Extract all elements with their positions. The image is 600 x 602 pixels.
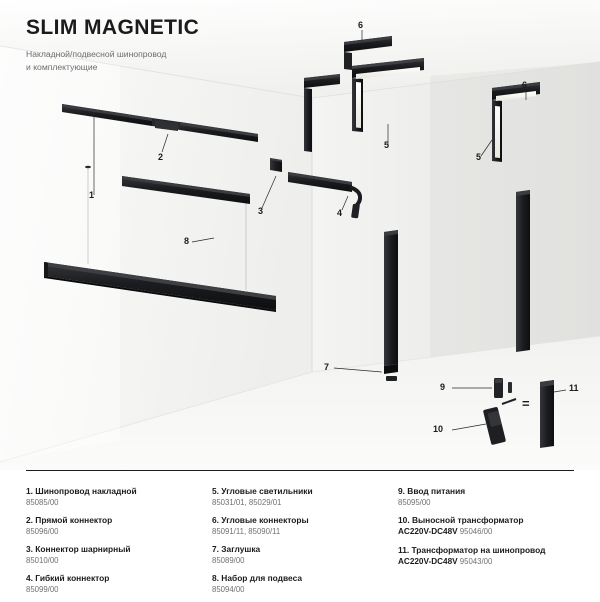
legend-item-name: 1. Шинопровод накладной [26,486,137,496]
product-vertical-track-far-right [516,190,530,352]
legend-item [212,573,390,595]
legend-item-article: 95046/00 [459,526,493,536]
page-subtitle: Накладной/подвесной шинопровод и комплектующие [26,49,167,72]
legend-item [212,486,390,508]
callout-11: 11 [569,383,579,393]
legend-item-code: 85089/00 [212,556,245,566]
equals-sign: = [522,396,530,411]
callout-6-right: 6 [522,80,528,90]
legend-item-name: 3. Коннектор шарнирный [26,544,131,555]
legend-item-code: 85085/00 [26,497,59,507]
callout-1: 1 [89,190,95,200]
legend-item-code: 85091/11, 85090/11 [212,526,281,536]
callout-5-center: 5 [384,140,390,150]
legend-column-3 [398,486,582,602]
legend-item [26,515,204,537]
callout-10: 10 [433,424,444,434]
legend-item-code [398,527,574,538]
legend-item-name: 8. Набор для подвеса [212,573,302,584]
product-track-transformer [540,380,554,448]
page-title: SLIM MAGNETIC [26,16,200,39]
legend-item-voltage: AC220V-DC48V [398,556,458,566]
callout-5-right: 5 [476,152,482,162]
legend-item-name: 2. Прямой коннектор [26,515,113,526]
legend-item [398,515,574,538]
product-hinge-connector [270,158,282,172]
legend-item-name: 6. Угловые коннекторы [212,515,309,526]
legend-item [398,486,574,508]
header [26,16,199,74]
callout-4: 4 [337,208,343,218]
callout-9: 9 [440,382,446,392]
legend-columns [26,486,582,602]
legend-item [212,544,390,566]
legend-item-name: 5. Угловые светильники [212,486,313,496]
product-vertical-track-right [384,230,398,374]
callout-7: 7 [324,362,330,372]
legend-column-1 [26,486,212,602]
legend-item-code: 85010/00 [26,556,59,566]
legend-item-voltage: AC220V-DC48V [398,526,458,536]
legend-item [212,515,390,537]
legend-item-name: 11. Трансформатор на шинопровод [398,544,546,555]
product-end-cap [386,376,397,381]
legend-item-code: 85096/00 [26,526,59,536]
legend-item [26,486,204,508]
legend-item-name: 4. Гибкий коннектор [26,573,110,584]
legend-item-code: 85031/01, 85029/01 [212,497,282,507]
legend-item-name: 9. Ввод питания [398,486,466,496]
legend-column-2 [212,486,398,602]
legend-item-name: 10. Выносной трансформатор [398,515,524,526]
callout-2: 2 [158,152,164,162]
legend-item-code [398,557,574,568]
legend-item-code: 85099/00 [26,585,59,595]
callout-8: 8 [184,236,190,246]
callout-6-top: 6 [358,20,364,30]
legend-divider [26,470,574,471]
callout-3: 3 [258,206,264,216]
legend-item-article: 95043/00 [459,556,493,566]
legend-item-code: 85094/00 [212,585,245,595]
legend-item [26,544,204,566]
legend-item-code: 85095/00 [398,497,431,507]
legend-item [398,545,574,568]
legend [0,470,600,600]
legend-item-name: 7. Заглушка [212,544,261,555]
legend-item [26,573,204,595]
